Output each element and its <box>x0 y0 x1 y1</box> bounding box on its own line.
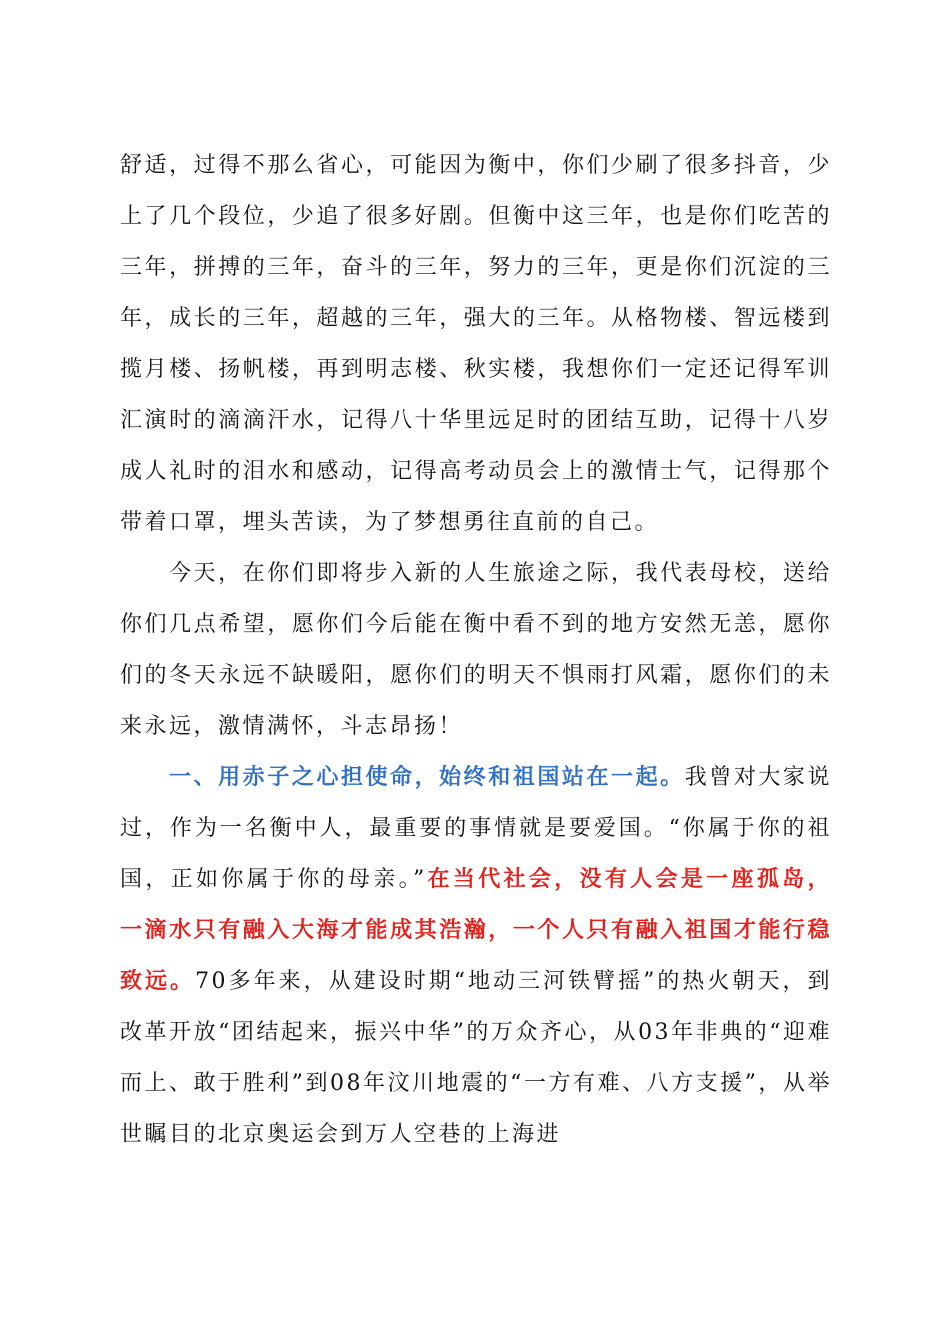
section-heading: 一、用赤子之心担使命，始终和祖国站在一起。 <box>169 764 685 790</box>
emphasized-text: 在当代社会，没有人会是一座孤岛，一滴水只有融入大海才能成其浩瀚，一个人只有融入祖国才能行稳致远。 <box>120 866 832 994</box>
document-page <box>120 140 832 1160</box>
paragraph-2: 今天，在你们即将步入新的人生旅途之际，我代表母校，送给你们几点希望，愿你们今后能在衡中看不到的地方安然无恙，愿你们的冬天永远不缺暖阳，愿你们的明天不惧雨打风霜，愿你们的未来永远，激情满怀，斗志昂扬！ <box>120 561 832 739</box>
paragraph-1: 舒适，过得不那么省心，可能因为衡中，你们少刷了很多抖音，少上了几个段位，少追了很多好剧。但衡中这三年，也是你们吃苦的三年，拼搏的三年，奋斗的三年，努力的三年，更是你们沉淀的三年，成长的三年，超越的三年，强大的三年。从格物楼、智远楼到揽月楼、扬帆楼，再到明志楼、秋实楼，我想你们一定还记得军训汇演时的滴滴汗水，记得八十华里远足时的团结互助，记得十八岁成人礼时的泪水和感动，记得高考动员会上的激情士气，记得那个带着口罩，埋头苦读，为了梦想勇往直前的自己。 <box>120 153 832 535</box>
paragraph-3-text-1: 我曾对大家说过，作为一名衡中人，最重要的事情就是要爱国。“你属于你的祖国，正如你属于你的母亲。” <box>120 765 832 892</box>
paragraph-3 <box>120 752 832 1160</box>
paragraph-3-text-2: 70多年来，从建设时期“地动三河铁臂摇”的热火朝天，到改革开放“团结起来，振兴中华”的万众齐心，从03年非典的“迎难而上、敢于胜利”到08年汶川地震的“一方有难、八方支援”，从举世瞩目的北京奥运会到万人空巷的上海进 <box>120 969 832 1147</box>
